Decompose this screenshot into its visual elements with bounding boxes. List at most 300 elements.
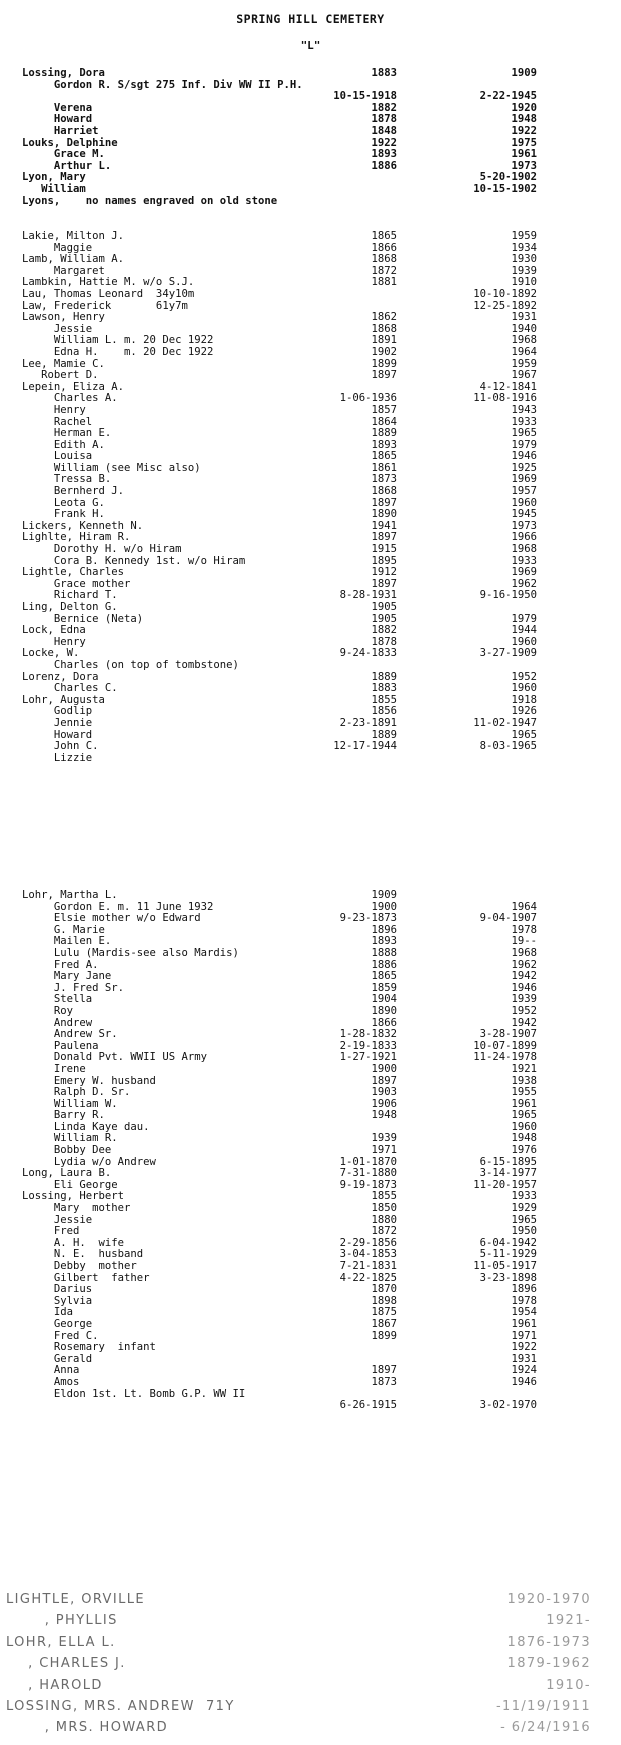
record-birth: 1971 xyxy=(371,1144,397,1157)
record-death: 1952 xyxy=(511,670,537,683)
burial-record-row xyxy=(0,660,621,672)
record-name: Long, Laura B. xyxy=(22,1167,112,1180)
handwritten-entry xyxy=(0,1722,621,1743)
record-death: 1896 xyxy=(511,1283,537,1296)
record-death: 1926 xyxy=(511,705,537,718)
record-death: 1933 xyxy=(511,1190,537,1203)
record-name: Gordon R. S/sgt 275 Inf. Div WW II P.H. xyxy=(22,78,303,91)
record-death: 1978 xyxy=(511,923,537,936)
handwritten-dates: 1910- xyxy=(546,1677,591,1693)
record-birth: 1888 xyxy=(371,946,397,959)
record-death: 1959 xyxy=(511,230,537,242)
record-birth: 9-23-1873 xyxy=(339,912,397,925)
record-birth: 2-29-1856 xyxy=(339,1236,397,1249)
record-death: 1973 xyxy=(511,519,537,532)
record-birth: 1904 xyxy=(371,993,397,1006)
record-name: Elsie mother w/o Edward xyxy=(22,912,201,925)
record-name: Bernherd J. xyxy=(22,485,125,498)
record-birth: 7-31-1880 xyxy=(339,1167,397,1180)
burial-record-row xyxy=(0,1145,621,1157)
page-title: SPRING HILL CEMETERY xyxy=(236,12,385,26)
record-birth: 1862 xyxy=(371,311,397,324)
record-name: Fred A. xyxy=(22,958,99,971)
record-birth: 1886 xyxy=(371,958,397,971)
record-name: Irene xyxy=(22,1062,86,1075)
record-birth: 1866 xyxy=(371,1016,397,1029)
record-birth: 1897 xyxy=(371,1074,397,1087)
record-birth: 1873 xyxy=(371,1375,397,1388)
record-birth: 1864 xyxy=(371,415,397,428)
record-birth: 1897 xyxy=(371,1364,397,1377)
burial-record-row xyxy=(0,289,621,301)
record-birth: 1898 xyxy=(371,1294,397,1307)
record-name: Frank H. xyxy=(22,508,105,521)
record-birth: 1872 xyxy=(371,1225,397,1238)
record-death: 1965 xyxy=(511,728,537,741)
record-name: Fred xyxy=(22,1225,80,1238)
record-death: 8-03-1965 xyxy=(479,740,537,753)
record-birth: 1-28-1832 xyxy=(339,1028,397,1041)
record-death: 1965 xyxy=(511,427,537,440)
record-name: G. Marie xyxy=(22,923,105,936)
record-birth: 1890 xyxy=(371,1004,397,1017)
record-name: Louks, Delphine xyxy=(22,136,118,149)
record-name: Lorenz, Dora xyxy=(22,670,99,683)
burial-record-row xyxy=(0,68,621,80)
record-name: Emery W. husband xyxy=(22,1074,156,1087)
burial-record-row xyxy=(0,971,621,983)
burial-record-row xyxy=(0,1029,621,1041)
record-birth: 1865 xyxy=(371,970,397,983)
handwritten-name: LIGHTLE, ORVILLE xyxy=(6,1592,145,1607)
record-name: Charles C. xyxy=(22,682,118,695)
handwritten-entry xyxy=(0,1594,621,1615)
record-name: Bobby Dee xyxy=(22,1144,112,1157)
record-death: 1960 xyxy=(511,635,537,648)
record-birth: 1893 xyxy=(371,148,397,161)
record-birth: 1909 xyxy=(371,889,397,901)
burial-record-row xyxy=(0,544,621,556)
record-death: 1962 xyxy=(511,958,537,971)
record-birth: 1859 xyxy=(371,981,397,994)
record-name: Jennie xyxy=(22,716,93,729)
burial-record-row xyxy=(0,126,621,138)
record-name: Lulu (Mardis-see also Mardis) xyxy=(22,946,239,959)
record-death: 1960 xyxy=(511,1120,537,1133)
handwritten-name: LOHR, ELLA L. xyxy=(6,1634,116,1650)
handwritten-dates: 1920-1970 xyxy=(507,1592,591,1607)
record-name: Howard xyxy=(22,113,93,126)
record-name: Paulena xyxy=(22,1039,99,1052)
record-name: Charles A. xyxy=(22,392,118,405)
record-name: Jessie xyxy=(22,322,93,335)
record-death: 1931 xyxy=(511,311,537,324)
record-name: Anna xyxy=(22,1364,80,1377)
record-name: Jessie xyxy=(22,1213,93,1226)
handwritten-name: , CHARLES J. xyxy=(6,1656,126,1672)
record-birth: 1897 xyxy=(371,531,397,544)
record-birth: 1903 xyxy=(371,1086,397,1099)
record-birth: 1893 xyxy=(371,438,397,451)
record-death: 1957 xyxy=(511,485,537,498)
record-birth: 1868 xyxy=(371,253,397,266)
record-name: J. Fred Sr. xyxy=(22,981,125,994)
burial-list-section-2 xyxy=(0,231,621,764)
handwritten-entry xyxy=(0,1634,621,1658)
record-death: 1920 xyxy=(511,101,537,114)
record-birth: 1868 xyxy=(371,485,397,498)
record-birth: 1872 xyxy=(371,264,397,277)
handwritten-entry xyxy=(0,1658,621,1679)
record-birth: 1-27-1921 xyxy=(339,1051,397,1064)
burial-record-row xyxy=(0,370,621,382)
record-death: 1933 xyxy=(511,554,537,567)
record-birth: 1893 xyxy=(371,935,397,948)
record-name: Lohr, Martha L. xyxy=(22,889,118,901)
record-name: Lickers, Kenneth N. xyxy=(22,519,144,532)
record-death: 1922 xyxy=(511,124,537,137)
record-birth: 1857 xyxy=(371,403,397,416)
handwritten-dates: - 6/24/1916 xyxy=(500,1720,591,1736)
record-name: Richard T. xyxy=(22,589,118,602)
record-name: Rosemary infant xyxy=(22,1341,156,1354)
record-death: 1955 xyxy=(511,1086,537,1099)
record-name: Grace mother xyxy=(22,577,131,590)
burial-record-row xyxy=(0,1006,621,1018)
record-death: 1922 xyxy=(511,1341,537,1354)
record-name: Bernice (Neta) xyxy=(22,612,144,625)
record-death: 1968 xyxy=(511,334,537,347)
record-death: 1940 xyxy=(511,322,537,335)
record-name: Lydia w/o Andrew xyxy=(22,1155,156,1168)
record-birth: 1865 xyxy=(371,450,397,463)
record-death: 1939 xyxy=(511,993,537,1006)
record-name: William xyxy=(22,182,86,195)
record-birth: 1873 xyxy=(371,473,397,486)
record-name: Gilbert father xyxy=(22,1271,150,1284)
record-birth: 1-01-1870 xyxy=(339,1155,397,1168)
record-name: Henry xyxy=(22,635,86,648)
record-death: 1973 xyxy=(511,159,537,172)
record-birth: 1899 xyxy=(371,357,397,370)
record-name: Grace M. xyxy=(22,148,105,161)
burial-record-row xyxy=(0,1203,621,1215)
record-death: 1969 xyxy=(511,566,537,579)
record-name: Ida xyxy=(22,1306,74,1319)
record-death: 1950 xyxy=(511,1225,537,1238)
handwritten-entry xyxy=(0,1698,621,1722)
record-death: 1964 xyxy=(511,900,537,913)
record-birth: 1889 xyxy=(371,728,397,741)
record-birth: 1897 xyxy=(371,577,397,590)
record-name: Eli George xyxy=(22,1178,118,1191)
burial-record-row xyxy=(0,718,621,730)
record-name: Lau, Thomas Leonard 34y10m xyxy=(22,287,195,300)
record-name: Lossing, Dora xyxy=(22,67,105,79)
record-name: Gerald xyxy=(22,1352,93,1365)
record-birth: 1878 xyxy=(371,113,397,126)
record-death: 1961 xyxy=(511,1317,537,1330)
record-birth: 1883 xyxy=(371,67,397,79)
record-birth: 12-17-1944 xyxy=(333,740,397,753)
record-name: Donald Pvt. WWII US Army xyxy=(22,1051,207,1064)
record-birth: 8-28-1931 xyxy=(339,589,397,602)
handwritten-name: , HAROLD xyxy=(6,1677,103,1693)
record-birth: 4-22-1825 xyxy=(339,1271,397,1284)
record-death: 1918 xyxy=(511,693,537,706)
record-death: 1921 xyxy=(511,1062,537,1075)
record-name: Lossing, Herbert xyxy=(22,1190,125,1203)
record-name: Robert D. xyxy=(22,369,99,382)
record-death: 1930 xyxy=(511,253,537,266)
record-birth: 1868 xyxy=(371,322,397,335)
burial-record-row xyxy=(0,683,621,695)
record-birth: 1883 xyxy=(371,682,397,695)
record-death: 2-22-1945 xyxy=(479,90,537,103)
record-name: Mailen E. xyxy=(22,935,112,948)
record-death: 1933 xyxy=(511,415,537,428)
record-name: Lamb, William A. xyxy=(22,253,125,266)
handwritten-entry xyxy=(0,1615,621,1636)
record-birth: 1891 xyxy=(371,334,397,347)
record-name: Andrew Sr. xyxy=(22,1028,118,1041)
record-name: Godlip xyxy=(22,705,93,718)
record-name: William W. xyxy=(22,1097,118,1110)
record-name: Lyons, no names engraved on old stone xyxy=(22,194,278,207)
handwritten-dates: -11/19/1911 xyxy=(495,1698,591,1714)
record-birth: 1890 xyxy=(371,508,397,521)
record-death: 6-04-1942 xyxy=(479,1236,537,1249)
record-death: 11-05-1917 xyxy=(473,1260,537,1272)
handwritten-additions xyxy=(0,1594,621,1744)
record-death: 5-11-1929 xyxy=(479,1248,537,1261)
record-name: Lizzie xyxy=(22,751,93,764)
record-birth: 1900 xyxy=(371,1062,397,1075)
burial-list-section-1 xyxy=(0,68,621,207)
record-birth: 1939 xyxy=(371,1132,397,1145)
record-name: Edith A. xyxy=(22,438,105,451)
burial-record-row xyxy=(0,486,621,498)
record-name: Barry R. xyxy=(22,1109,105,1122)
record-birth: 7-21-1831 xyxy=(339,1260,397,1272)
record-name: Andrew xyxy=(22,1016,93,1029)
record-name: Maggie xyxy=(22,241,93,254)
burial-record-row xyxy=(0,184,621,196)
burial-record-row xyxy=(0,1261,621,1273)
record-name: Verena xyxy=(22,101,93,114)
record-death: 10-15-1902 xyxy=(473,182,537,195)
record-death: 10-10-1892 xyxy=(473,287,537,300)
record-name: Stella xyxy=(22,993,93,1006)
record-birth: 1867 xyxy=(371,1317,397,1330)
record-death: 1929 xyxy=(511,1202,537,1215)
burial-record-row xyxy=(0,741,621,753)
record-birth: 1880 xyxy=(371,1213,397,1226)
record-birth: 1889 xyxy=(371,427,397,440)
record-birth: 1905 xyxy=(371,612,397,625)
record-death: 1961 xyxy=(511,1097,537,1110)
record-death: 1971 xyxy=(511,1329,537,1342)
record-name: Eldon 1st. Lt. Bomb G.P. WW II xyxy=(22,1387,246,1400)
burial-record-row xyxy=(0,231,621,243)
record-name: Ling, Delton G. xyxy=(22,601,118,613)
handwritten-entry xyxy=(0,1677,621,1701)
burial-record-row xyxy=(0,890,621,902)
record-name: A. H. wife xyxy=(22,1236,125,1249)
record-death: 3-28-1907 xyxy=(479,1028,537,1041)
record-birth: 1850 xyxy=(371,1202,397,1215)
record-birth: 6-26-1915 xyxy=(339,1399,397,1412)
record-death: 9-16-1950 xyxy=(479,589,537,602)
record-name: William L. m. 20 Dec 1922 xyxy=(22,334,214,347)
record-birth: 1848 xyxy=(371,124,397,137)
record-death: 1946 xyxy=(511,1375,537,1388)
record-name: Linda Kaye dau. xyxy=(22,1120,150,1133)
record-birth: 1902 xyxy=(371,345,397,358)
record-birth: 1855 xyxy=(371,1190,397,1203)
record-death: 11-02-1947 xyxy=(473,716,537,729)
handwritten-dates: 1876-1973 xyxy=(507,1634,591,1650)
record-name: Charles (on top of tombstone) xyxy=(22,658,239,671)
record-name: Tressa B. xyxy=(22,473,112,486)
handwritten-name: LOSSING, MRS. ANDREW 71Y xyxy=(6,1698,235,1714)
record-birth: 9-24-1833 xyxy=(339,647,397,660)
record-name: Lepein, Eliza A. xyxy=(22,380,125,393)
record-birth: 2-23-1891 xyxy=(339,716,397,729)
record-birth: 1855 xyxy=(371,693,397,706)
record-death: 10-07-1899 xyxy=(473,1039,537,1052)
burial-record-row xyxy=(0,149,621,161)
record-name: Lawson, Henry xyxy=(22,311,105,324)
record-birth: 1865 xyxy=(371,230,397,242)
record-name: Henry xyxy=(22,403,86,416)
record-death: 3-23-1898 xyxy=(479,1271,537,1284)
record-death: 1939 xyxy=(511,264,537,277)
burial-record-row xyxy=(0,1319,621,1331)
record-death: 1948 xyxy=(511,1132,537,1145)
record-birth: 1-06-1936 xyxy=(339,392,397,405)
record-birth: 1856 xyxy=(371,705,397,718)
record-death: 1909 xyxy=(511,67,537,79)
record-name: Lakie, Milton J. xyxy=(22,230,125,242)
record-name: Margaret xyxy=(22,264,105,277)
record-name: Lock, Edna xyxy=(22,624,86,637)
record-name: Gordon E. m. 11 June 1932 xyxy=(22,900,214,913)
record-name: Sylvia xyxy=(22,1294,93,1307)
record-name: Mary mother xyxy=(22,1202,131,1215)
record-name: Howard xyxy=(22,728,93,741)
record-birth: 1897 xyxy=(371,369,397,382)
record-death: 1960 xyxy=(511,496,537,509)
record-death: 1938 xyxy=(511,1074,537,1087)
record-name: Lighlte, Hiram R. xyxy=(22,531,131,544)
record-death: 1946 xyxy=(511,981,537,994)
record-name: Rachel xyxy=(22,415,93,428)
record-death: 1965 xyxy=(511,1213,537,1226)
record-death: 9-04-1907 xyxy=(479,912,537,925)
record-birth: 1866 xyxy=(371,241,397,254)
record-birth: 1870 xyxy=(371,1283,397,1296)
record-death: 1961 xyxy=(511,148,537,161)
record-death: 1966 xyxy=(511,531,537,544)
burial-record-row xyxy=(0,1342,621,1354)
burial-record-row xyxy=(0,1377,621,1389)
record-death: 1969 xyxy=(511,473,537,486)
record-name: Cora B. Kennedy 1st. w/o Hiram xyxy=(22,554,246,567)
record-death: 1942 xyxy=(511,970,537,983)
record-name: Leota G. xyxy=(22,496,105,509)
record-death: 19-- xyxy=(511,935,537,948)
record-name: Darius xyxy=(22,1283,93,1296)
record-name: Harriet xyxy=(22,124,99,137)
handwritten-name: , PHYLLIS xyxy=(6,1613,118,1629)
record-birth: 9-19-1873 xyxy=(339,1178,397,1191)
record-birth: 3-04-1853 xyxy=(339,1248,397,1261)
burial-record-row xyxy=(0,1087,621,1099)
record-death: 1945 xyxy=(511,508,537,521)
record-birth: 1948 xyxy=(371,1109,397,1122)
record-name: George xyxy=(22,1317,93,1330)
record-death: 1968 xyxy=(511,946,537,959)
record-death: 11-20-1957 xyxy=(473,1178,537,1191)
record-death: 1910 xyxy=(511,276,537,289)
record-name: Lyon, Mary xyxy=(22,171,86,184)
record-birth: 1922 xyxy=(371,136,397,149)
record-death: 1934 xyxy=(511,241,537,254)
burial-record-row xyxy=(0,196,621,208)
record-name: Lohr, Augusta xyxy=(22,693,105,706)
record-birth: 1882 xyxy=(371,624,397,637)
record-death: 1954 xyxy=(511,1306,537,1319)
record-name: Lambkin, Hattie M. w/o S.J. xyxy=(22,276,195,289)
record-name: Ralph D. Sr. xyxy=(22,1086,131,1099)
record-birth: 1897 xyxy=(371,496,397,509)
record-death: 1952 xyxy=(511,1004,537,1017)
record-name: N. E. husband xyxy=(22,1248,144,1261)
record-birth: 1881 xyxy=(371,276,397,289)
handwritten-dates: 1921- xyxy=(546,1613,591,1629)
record-birth: 1861 xyxy=(371,461,397,474)
record-birth: 1912 xyxy=(371,566,397,579)
record-birth: 1905 xyxy=(371,601,397,613)
record-birth: 1886 xyxy=(371,159,397,172)
record-death: 1962 xyxy=(511,577,537,590)
record-name: Locke, W. xyxy=(22,647,80,660)
record-death: 1948 xyxy=(511,113,537,126)
record-birth: 1941 xyxy=(371,519,397,532)
record-name: Edna H. m. 20 Dec 1922 xyxy=(22,345,214,358)
record-death: 5-20-1902 xyxy=(479,171,537,184)
burial-record-row xyxy=(0,602,621,614)
record-death: 1942 xyxy=(511,1016,537,1029)
record-death: 1979 xyxy=(511,612,537,625)
record-name: Herman E. xyxy=(22,427,112,440)
record-death: 1960 xyxy=(511,682,537,695)
record-death: 11-08-1916 xyxy=(473,392,537,405)
record-birth: 2-19-1833 xyxy=(339,1039,397,1052)
burial-record-row xyxy=(0,1400,621,1412)
record-death: 1959 xyxy=(511,357,537,370)
handwritten-dates: 1879-1962 xyxy=(507,1656,591,1672)
record-birth: 10-15-1918 xyxy=(333,90,397,103)
record-birth: 1900 xyxy=(371,900,397,913)
record-name: Louisa xyxy=(22,450,93,463)
record-death: 1978 xyxy=(511,1294,537,1307)
record-name: William R. xyxy=(22,1132,118,1145)
handwritten-name: , MRS. HOWARD xyxy=(6,1720,169,1736)
burial-record-row xyxy=(0,312,621,324)
record-death: 1975 xyxy=(511,136,537,149)
